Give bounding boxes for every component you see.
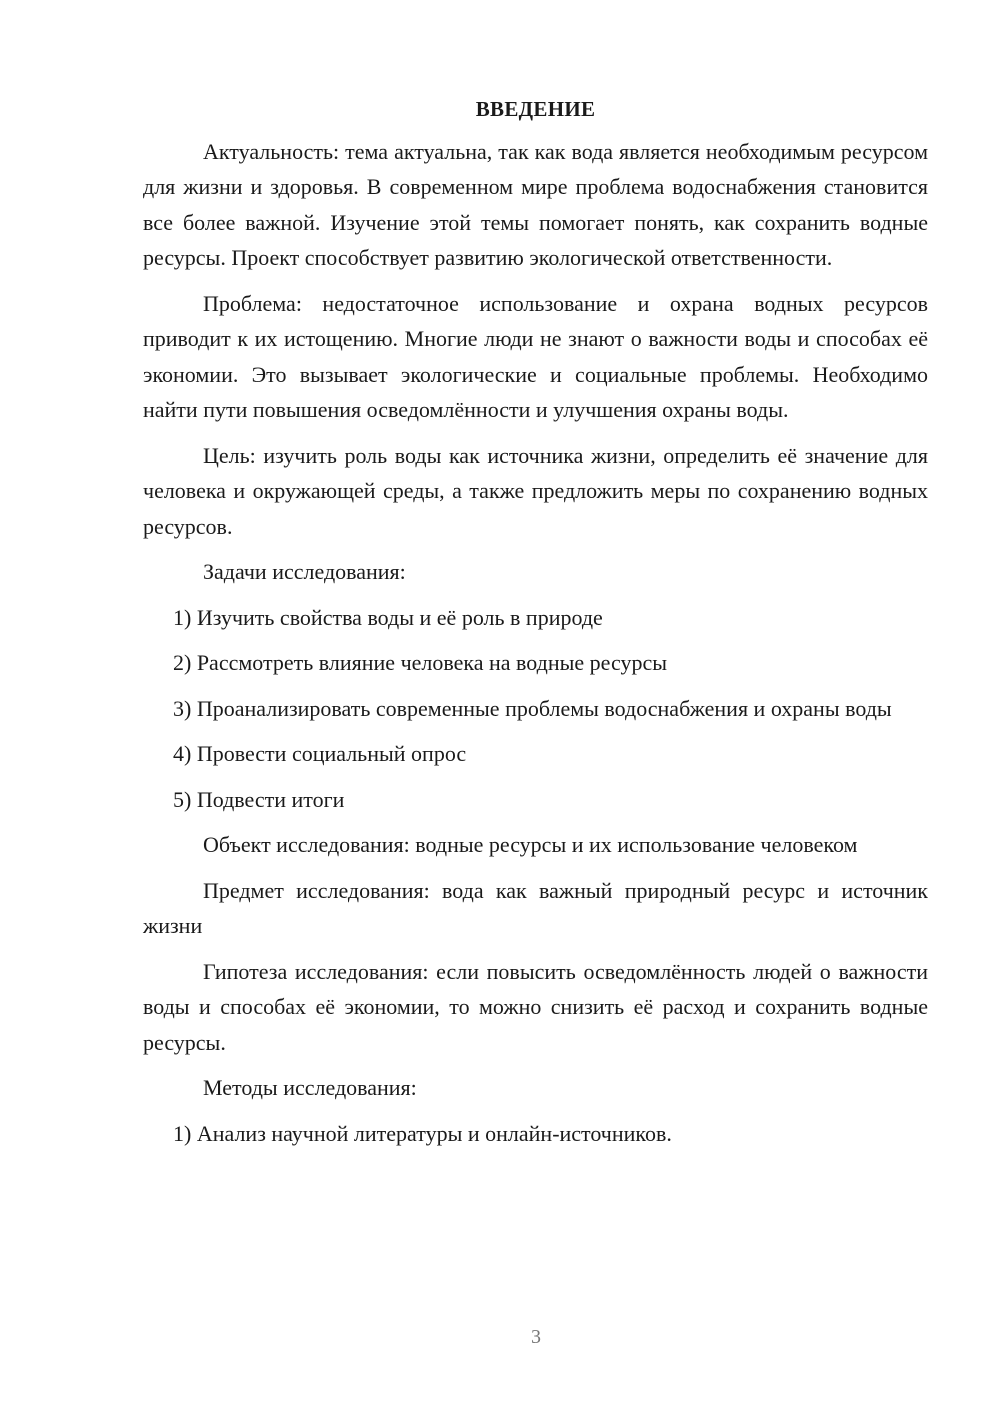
section-heading: ВВЕДЕНИЕ — [475, 97, 596, 121]
task-item-5: 5) Подвести итоги — [173, 786, 345, 812]
tasks-title: Задачи исследования: — [203, 559, 406, 584]
relevance-paragraph: Актуальность: тема актуальна, так как вода является необходимым ресурсом для жизни и здоровья. В современном мире проблема водоснабжения становится все более важной. Изучение этой темы помогает понять, как сохранить водные ресурсы. Проект способствует развитию экологической ответственности. — [143, 138, 928, 270]
method-item-1: 1) Анализ научной литературы и онлайн-источников. — [173, 1120, 672, 1146]
page-number: 3 — [531, 1326, 541, 1348]
task-item-4: 4) Провести социальный опрос — [173, 741, 467, 766]
problem-paragraph: Проблема: недостаточное использование и охрана водных ресурсов приводит к их истощению. Многие люди не знают о важности воды и способах её экономии. Это вызывает экологические и социальные проблемы. Необходимо найти пути повышения осведомлённости и улучшения охраны воды. — [143, 290, 928, 422]
task-item-3: 3) Проанализировать современные проблемы водоснабжения и охраны воды — [173, 695, 892, 721]
task-item-1: 1) Изучить свойства воды и её роль в природе — [173, 604, 603, 630]
methods-title: Методы исследования: — [203, 1075, 417, 1100]
object-paragraph: Объект исследования: водные ресурсы и их использование человеком — [203, 832, 858, 857]
task-item-2: 2) Рассмотреть влияние человека на водные ресурсы — [173, 650, 668, 675]
subject-paragraph: Предмет исследования: вода как важный природный ресурс и источник жизни — [143, 877, 928, 938]
page-content — [143, 92, 928, 1161]
goal-paragraph: Цель: изучить роль воды как источника жизни, определить её значение для человека и окружающей среды, а также предложить меры по сохранению водных ресурсов. — [143, 442, 928, 539]
hypothesis-paragraph: Гипотеза исследования: если повысить осведомлённость людей о важности воды и способах её экономии, то можно снизить её расход и сохранить водные ресурсы. — [143, 958, 928, 1055]
